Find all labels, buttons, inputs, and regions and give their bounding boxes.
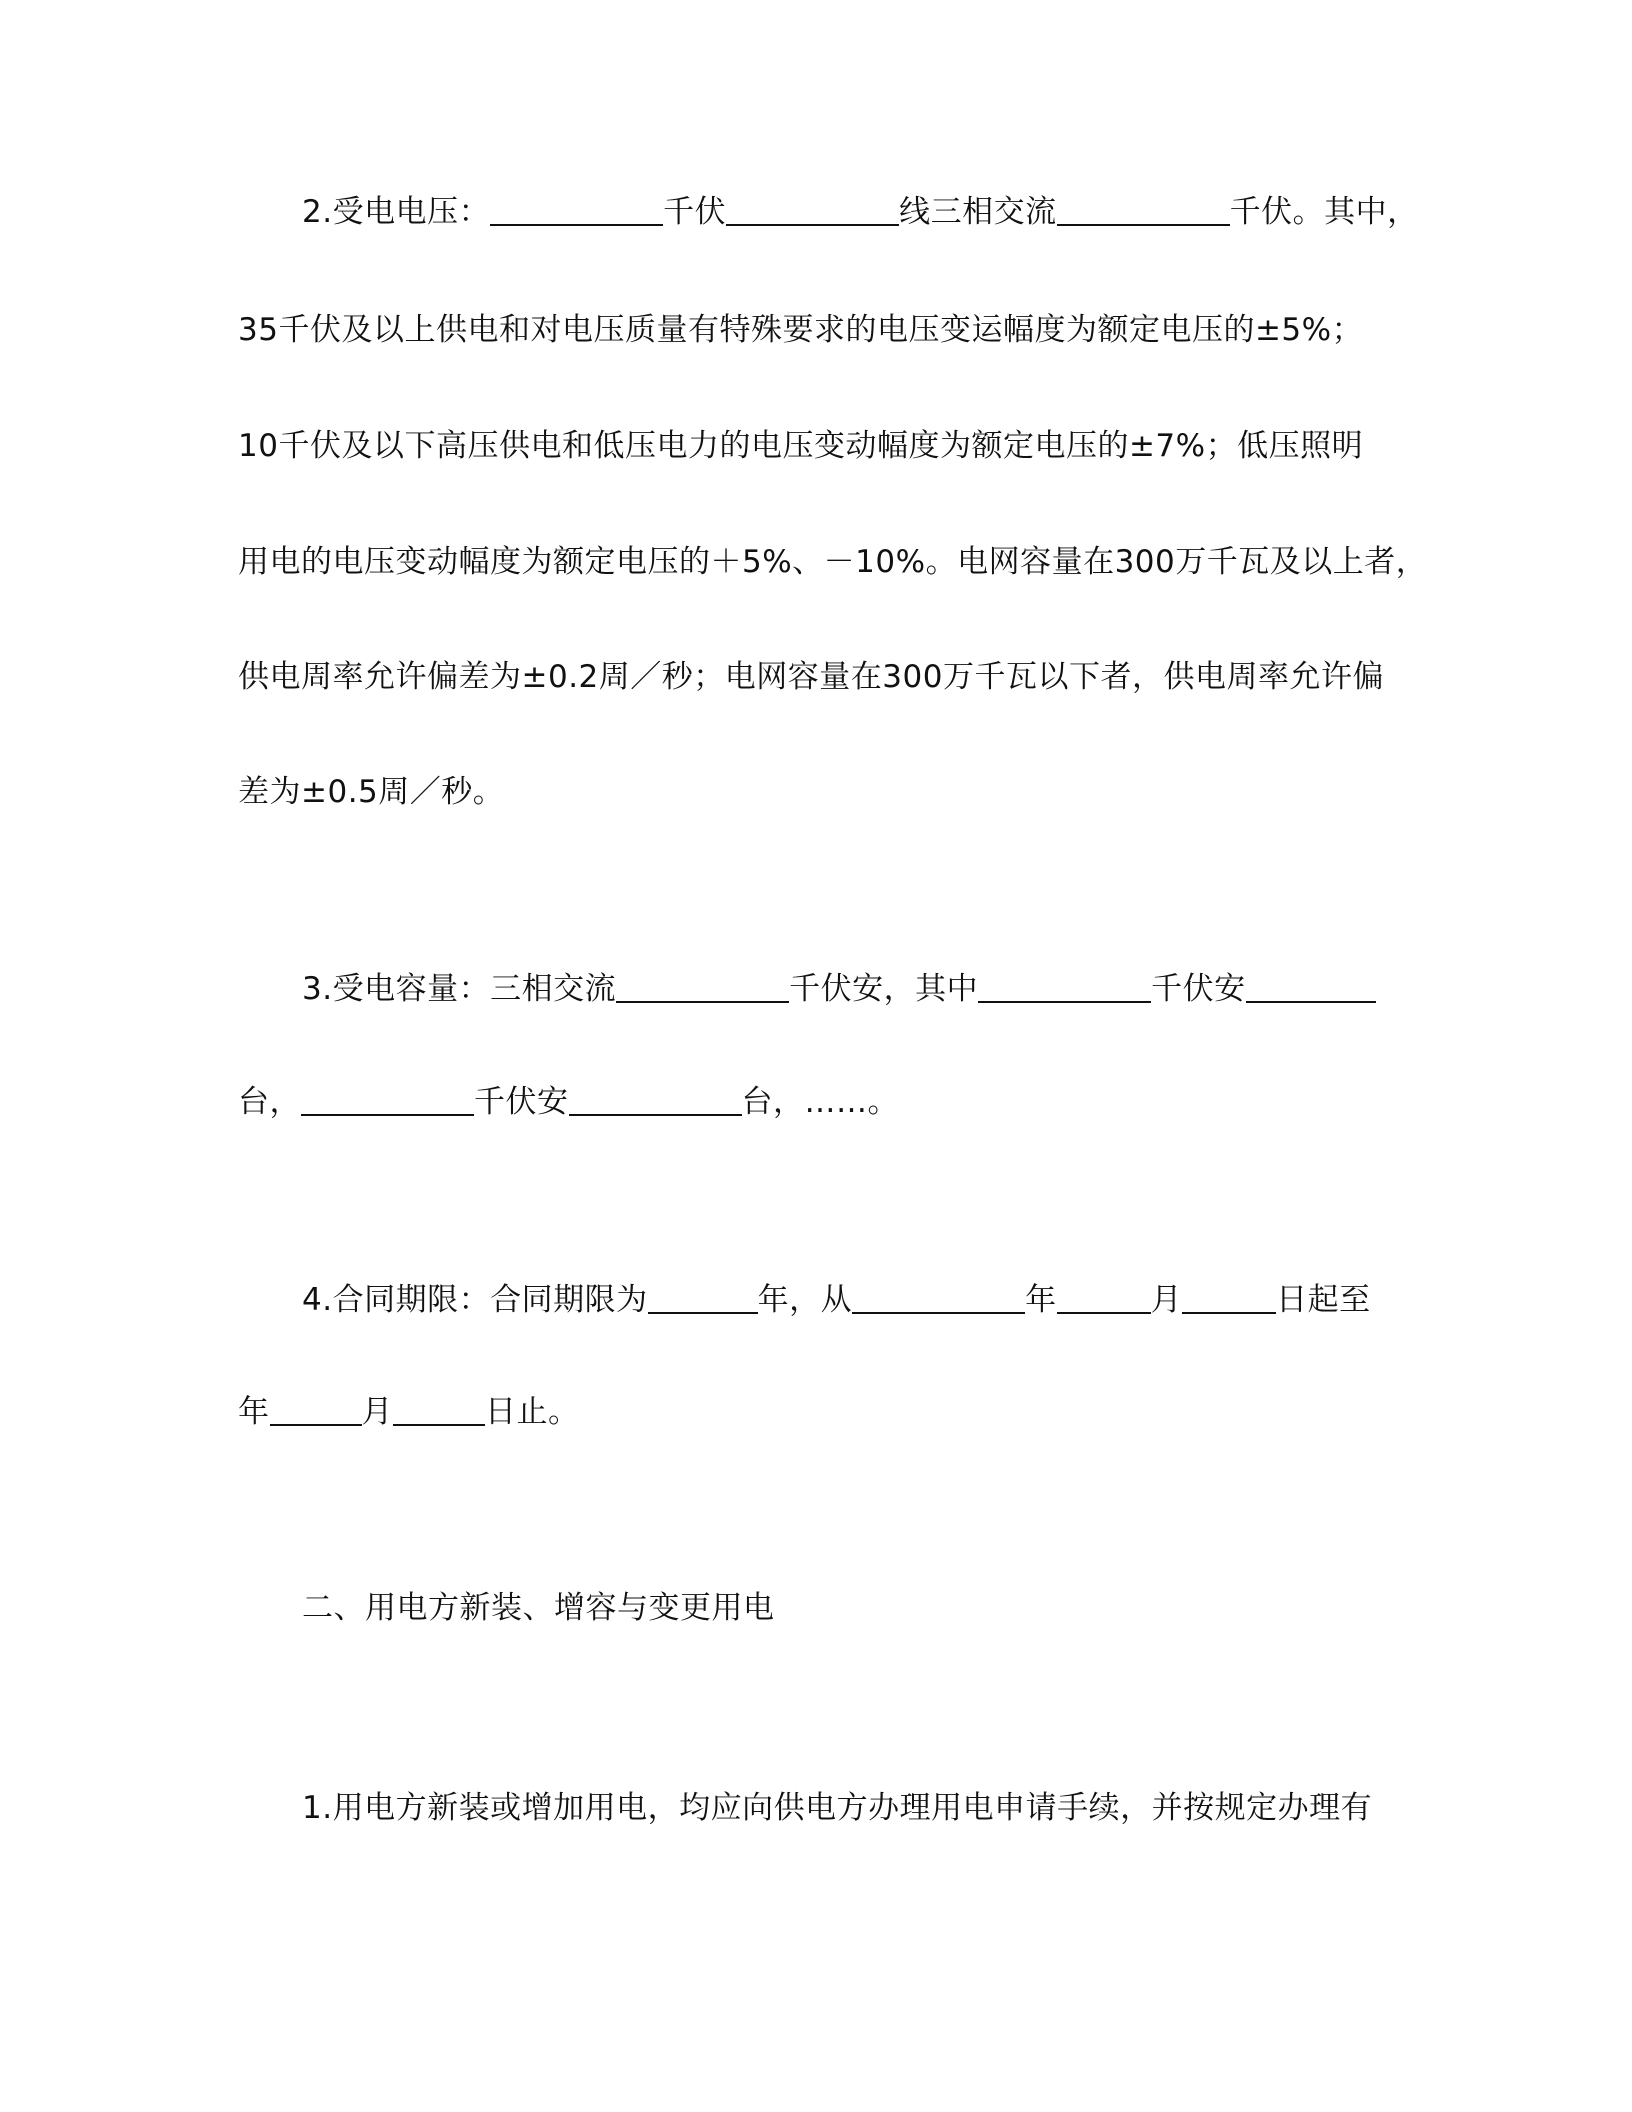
term-end-day-blank[interactable] <box>393 1394 485 1426</box>
term-label: 4.合同期限：合同期限为 <box>302 1282 648 1318</box>
capacity-blank-1[interactable] <box>616 971 789 1003</box>
voltage-line-1 <box>302 190 1419 234</box>
capacity-blank-5[interactable] <box>569 1084 742 1116</box>
voltage-label: 2.受电电压： <box>302 194 491 230</box>
term-line-2 <box>238 1390 580 1434</box>
capacity-label: 3.受电容量：三相交流 <box>302 971 617 1007</box>
capacity-unit-1: 千伏安，其中 <box>789 971 979 1007</box>
voltage-line-5: 供电周率允许偏差为±0.2周／秒；电网容量在300万千瓦以下者，供电周率允许偏 <box>238 659 1384 695</box>
term-year-from: 年，从 <box>757 1282 853 1318</box>
term-l2-month: 月 <box>361 1394 393 1430</box>
capacity-line-1 <box>302 967 1376 1011</box>
voltage-blank-1[interactable] <box>490 194 663 226</box>
term-start-day-blank[interactable] <box>1182 1282 1276 1314</box>
term-line-1 <box>302 1278 1371 1322</box>
term-end-month-blank[interactable] <box>270 1394 362 1426</box>
voltage-unit-1: 千伏 <box>663 194 727 230</box>
term-l2-year: 年 <box>238 1394 270 1430</box>
section-heading: 二、用电方新装、增容与变更用电 <box>302 1590 775 1626</box>
voltage-line-2: 35千伏及以上供电和对电压质量有特殊要求的电压变运幅度为额定电压的±5%； <box>238 312 1364 348</box>
voltage-blank-3[interactable] <box>1057 194 1230 226</box>
capacity-line-2 <box>238 1080 899 1124</box>
voltage-line-3: 10千伏及以下高压供电和低压电力的电压变动幅度为额定电压的±7%；低压照明 <box>238 428 1364 464</box>
term-years-blank[interactable] <box>648 1282 758 1314</box>
capacity-blank-2[interactable] <box>978 971 1151 1003</box>
term-start-year-blank[interactable] <box>852 1282 1025 1314</box>
capacity-blank-3[interactable] <box>1246 971 1376 1003</box>
term-l2-end: 日止。 <box>485 1394 580 1430</box>
capacity-blank-4[interactable] <box>301 1084 474 1116</box>
voltage-line-4: 用电的电压变动幅度为额定电压的＋5%、－10%。电网容量在300万千瓦及以上者， <box>238 544 1428 580</box>
voltage-end: 千伏。其中， <box>1229 194 1419 230</box>
section2-item1-line-1: 1.用电方新装或增加用电，均应向供电方办理用电申请手续，并按规定办理有 <box>302 1790 1373 1826</box>
voltage-line-6: 差为±0.5周／秒。 <box>238 774 505 810</box>
term-year: 年 <box>1025 1282 1057 1318</box>
term-month: 月 <box>1150 1282 1183 1318</box>
capacity-unit-2: 千伏安 <box>1151 971 1246 1007</box>
voltage-mid: 线三相交流 <box>899 194 1057 230</box>
capacity-l2-unit: 千伏安 <box>474 1084 569 1120</box>
capacity-l2-start: 台， <box>238 1084 301 1120</box>
voltage-blank-2[interactable] <box>726 194 899 226</box>
capacity-l2-end: 台，……。 <box>741 1084 899 1120</box>
term-day-from: 日起至 <box>1276 1282 1371 1318</box>
term-start-month-blank[interactable] <box>1057 1282 1151 1314</box>
